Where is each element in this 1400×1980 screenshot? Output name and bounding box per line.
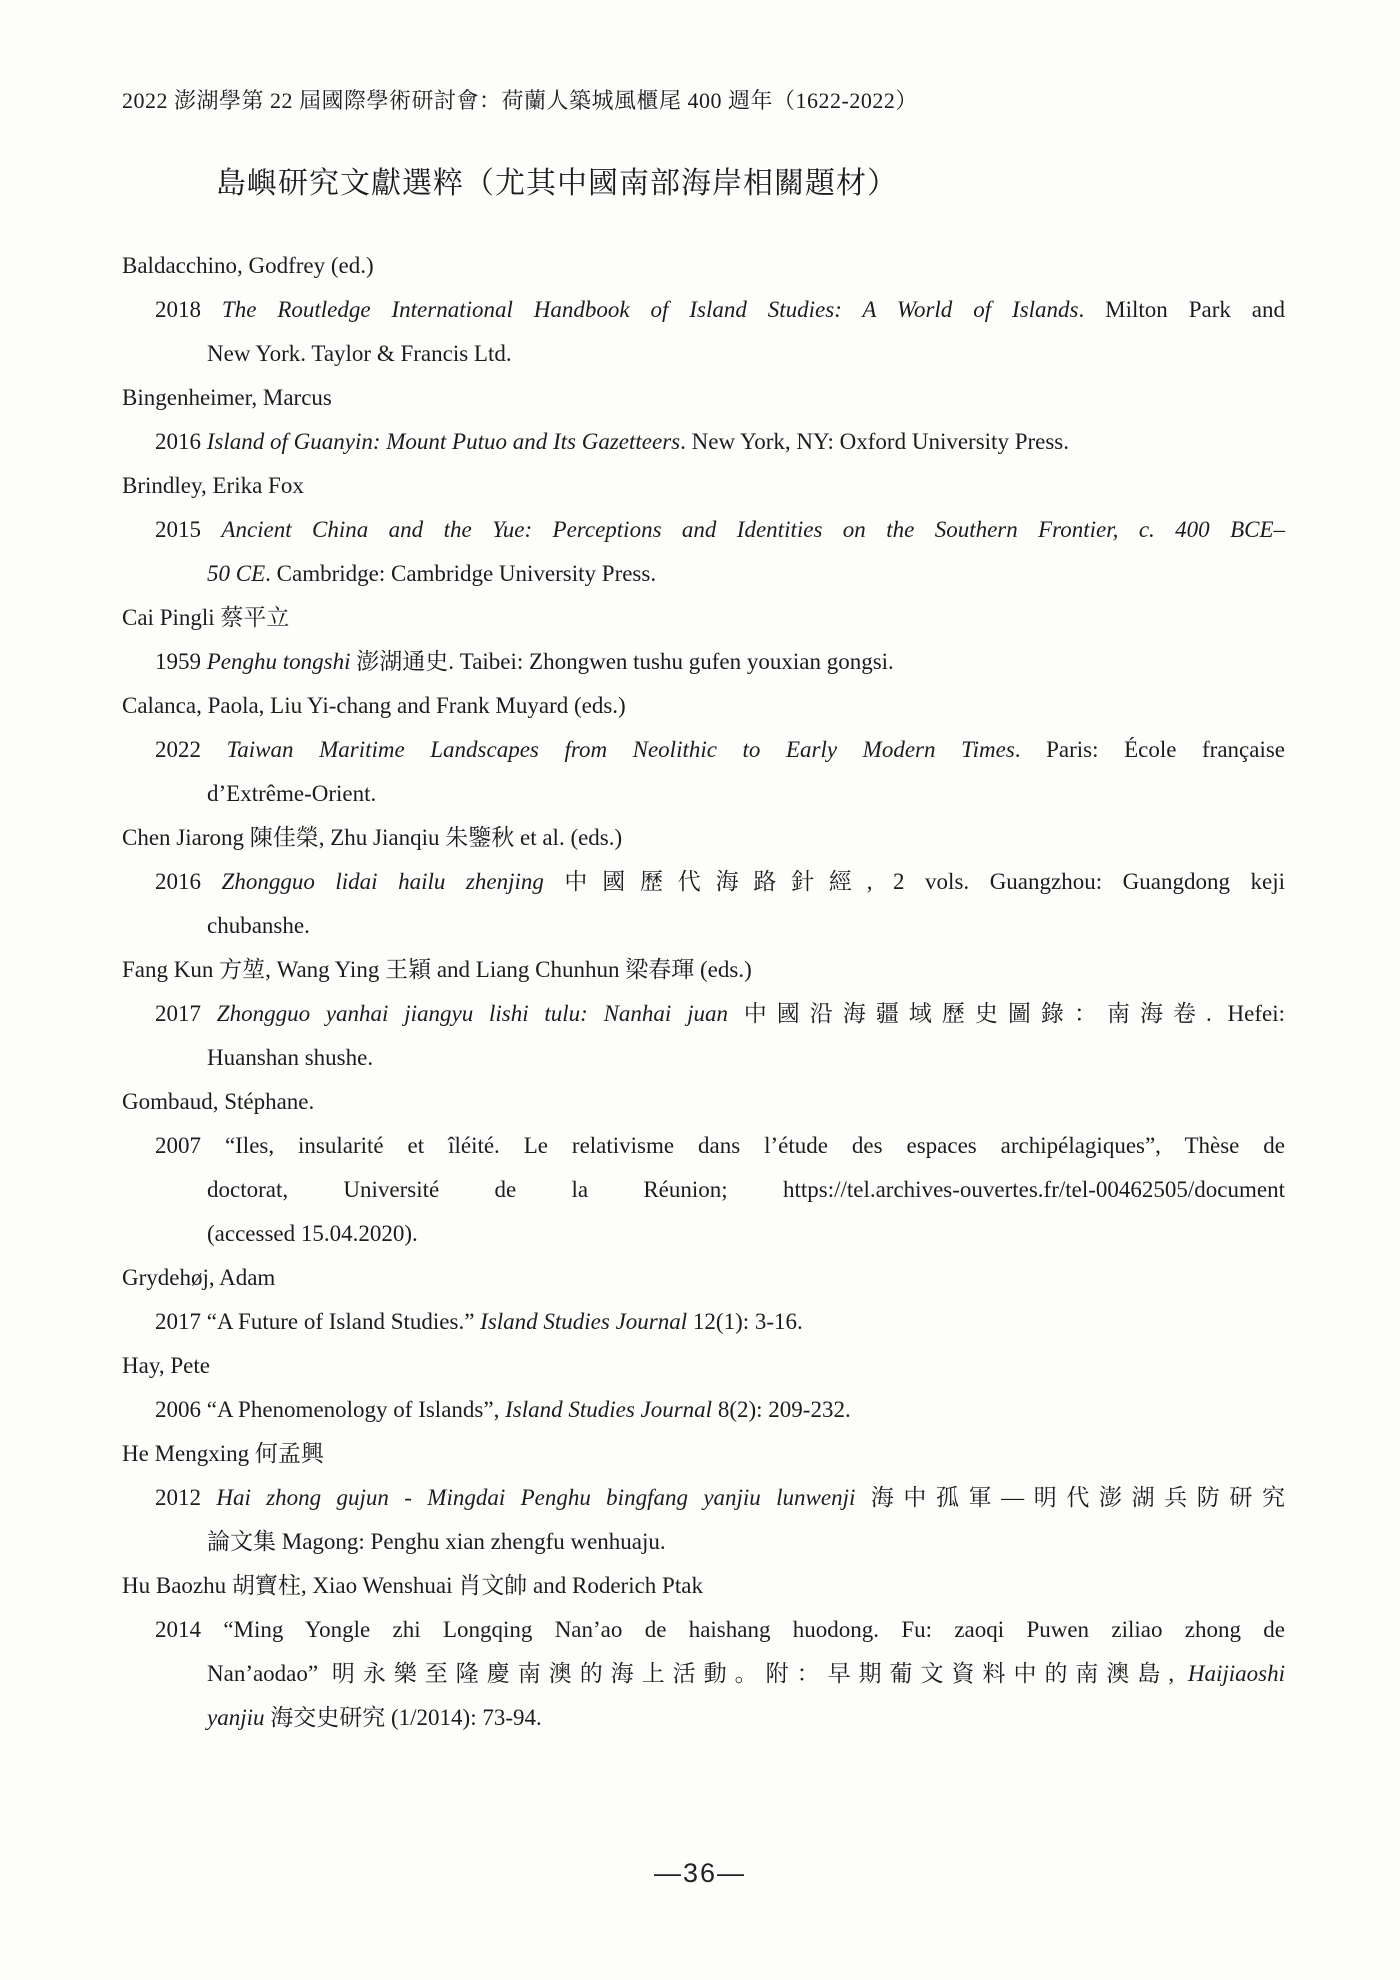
work-year: 2016 — [155, 869, 222, 894]
citation-line — [122, 640, 1285, 684]
entry-author: Bingenheimer, Marcus — [122, 385, 332, 410]
work-text: 海中孤軍—明代澎湖兵防研究 — [855, 1485, 1286, 1510]
entry-author: Calanca, Paola, Liu Yi-chang and Frank Muyard (eds.) — [122, 693, 626, 718]
work-text: “Ming Yongle zhi Longqing Nan’ao de haishang huodong. Fu: zaoqi Puwen ziliao zhong de — [223, 1617, 1285, 1642]
bibliography-entry — [122, 816, 1285, 948]
bibliography-entry — [122, 1432, 1285, 1564]
work-title: Island Studies Journal — [480, 1309, 688, 1334]
bibliography-entry — [122, 1256, 1285, 1344]
work-text: Nan’aodao” 明永樂至隆慶南澳的海上活動。附：早期葡文資料中的南澳島, — [207, 1661, 1188, 1686]
work-year: 2017 — [155, 1001, 217, 1026]
work-title: 50 CE — [207, 561, 266, 586]
work-text: (accessed 15.04.2020). — [207, 1221, 418, 1246]
citation-line — [122, 1520, 1285, 1564]
bibliography-entry — [122, 464, 1285, 596]
work-text: “A Phenomenology of Islands”, — [206, 1397, 506, 1422]
entry-author: Hu Baozhu 胡寶柱, Xiao Wenshuai 肖文帥 and Roderich Ptak — [122, 1573, 703, 1598]
work-text: . Cambridge: Cambridge University Press. — [265, 561, 657, 586]
citation-line — [122, 728, 1285, 772]
work-citation — [122, 992, 1285, 1080]
work-title: Ancient China and the Yue: Perceptions and Identities on the Southern Frontier, c. 400 BCE– — [221, 517, 1286, 542]
work-year: 2007 — [155, 1133, 225, 1158]
work-text: 12(1): 3-16. — [687, 1309, 803, 1334]
work-text: d’Extrême-Orient. — [207, 781, 377, 806]
work-citation — [122, 1124, 1285, 1256]
work-text: doctorat, Université de la Réunion; https://tel.archives-ouvertes.fr/tel-00462505/document — [207, 1177, 1285, 1202]
work-text: . Paris: École française — [1014, 737, 1285, 762]
work-year: 2006 — [155, 1397, 207, 1422]
citation-line — [122, 1652, 1285, 1696]
work-text: New York. Taylor & Francis Ltd. — [207, 341, 512, 366]
work-citation — [122, 420, 1285, 464]
work-citation — [122, 1300, 1285, 1344]
citation-line — [122, 552, 1285, 596]
bibliography-entry — [122, 1344, 1285, 1432]
work-title: The Routledge International Handbook of Island Studies: A World of Islands — [221, 297, 1079, 322]
citation-line — [122, 1124, 1285, 1168]
entry-author: Gombaud, Stéphane. — [122, 1089, 315, 1114]
entry-author: Baldacchino, Godfrey (ed.) — [122, 253, 374, 278]
work-citation — [122, 288, 1285, 376]
work-citation — [122, 640, 1285, 684]
citation-line — [122, 1168, 1285, 1212]
bibliography-entry — [122, 596, 1285, 684]
bibliography-entry — [122, 1564, 1285, 1740]
citation-line — [122, 1036, 1285, 1080]
citation-line — [122, 332, 1285, 376]
bibliography-entry — [122, 1080, 1285, 1256]
work-text: 澎湖通史. Taibei: Zhongwen tushu gufen youxian gongsi. — [350, 649, 894, 674]
citation-line — [122, 904, 1285, 948]
citation-line — [122, 1608, 1285, 1652]
work-text: . Milton Park and — [1078, 297, 1285, 322]
citation-line — [122, 1696, 1285, 1740]
work-title: Hai zhong gujun - Mingdai Penghu bingfang yanjiu lunwenji — [216, 1485, 856, 1510]
work-year: 2018 — [155, 297, 222, 322]
bibliography-list — [122, 244, 1285, 1740]
citation-line — [122, 860, 1285, 904]
entry-author: He Mengxing 何孟興 — [122, 1441, 324, 1466]
work-text: chubanshe. — [207, 913, 310, 938]
work-citation — [122, 1608, 1285, 1740]
work-text: Huanshan shushe. — [207, 1045, 374, 1070]
entry-author: Chen Jiarong 陳佳榮, Zhu Jianqiu 朱鑒秋 et al. (eds.) — [122, 825, 623, 850]
bibliography-entry — [122, 948, 1285, 1080]
work-title: Island Studies Journal — [505, 1397, 713, 1422]
work-year: 2015 — [155, 517, 222, 542]
work-title: yanjiu — [207, 1705, 265, 1730]
citation-line — [122, 992, 1285, 1036]
work-text: 論文集 Magong: Penghu xian zhengfu wenhuaju. — [207, 1529, 666, 1554]
work-year: 1959 — [155, 649, 207, 674]
bibliography-entry — [122, 376, 1285, 464]
work-text: “A Future of Island Studies.” — [206, 1309, 481, 1334]
entry-author: Grydehøj, Adam — [122, 1265, 276, 1290]
work-title: Island of Guanyin: Mount Putuo and Its Gazetteers — [206, 429, 681, 454]
work-title: Haijiaoshi — [1187, 1661, 1285, 1686]
citation-line — [122, 1388, 1285, 1432]
page-title: 島嶼研究文獻選粹（尤其中國南部海岸相關題材） — [216, 167, 898, 200]
entry-author: Brindley, Erika Fox — [122, 473, 304, 498]
citation-line — [122, 1476, 1285, 1520]
citation-line — [122, 288, 1285, 332]
bibliography-entry — [122, 244, 1285, 376]
work-citation — [122, 728, 1285, 816]
work-year: 2022 — [155, 737, 227, 762]
entry-author: Cai Pingli 蔡平立 — [122, 605, 290, 630]
work-text: . New York, NY: Oxford University Press. — [680, 429, 1070, 454]
work-title: Penghu tongshi — [206, 649, 351, 674]
work-citation — [122, 860, 1285, 948]
work-text: 海交史研究 (1/2014): 73-94. — [264, 1705, 542, 1730]
entry-author: Hay, Pete — [122, 1353, 210, 1378]
citation-line — [122, 420, 1285, 464]
work-title: Zhongguo yanhai jiangyu lishi tulu: Nanhai juan — [216, 1001, 728, 1026]
work-citation — [122, 1388, 1285, 1432]
citation-line — [122, 772, 1285, 816]
work-year: 2012 — [155, 1485, 217, 1510]
work-citation — [122, 508, 1285, 596]
running-header: 2022 澎湖學第 22 屆國際學術研討會：荷蘭人築城風櫃尾 400 週年（1622-2022） — [122, 88, 918, 113]
work-text: 中國沿海疆域歷史圖錄：南海卷. Hefei: — [727, 1001, 1286, 1026]
citation-line — [122, 1212, 1285, 1256]
work-year: 2016 — [155, 429, 207, 454]
citation-line — [122, 508, 1285, 552]
work-year: 2017 — [155, 1309, 207, 1334]
page-number: —36— — [653, 1858, 747, 1888]
work-citation — [122, 1476, 1285, 1564]
citation-line — [122, 1300, 1285, 1344]
work-year: 2014 — [155, 1617, 224, 1642]
work-text: 8(2): 209-232. — [712, 1397, 851, 1422]
entry-author: Fang Kun 方堃, Wang Ying 王穎 and Liang Chunhun 梁春琿 (eds.) — [122, 957, 752, 982]
work-text: “Iles, insularité et îléité. Le relativisme dans l’étude des espaces archipélagiques”, Thèse de — [224, 1133, 1285, 1158]
work-title: Taiwan Maritime Landscapes from Neolithic to Early Modern Times — [226, 737, 1015, 762]
bibliography-entry — [122, 684, 1285, 816]
work-text: 中國歷代海路針經, 2 vols. Guangzhou: Guangdong keji — [543, 869, 1285, 894]
work-title: Zhongguo lidai hailu zhenjing — [221, 869, 544, 894]
